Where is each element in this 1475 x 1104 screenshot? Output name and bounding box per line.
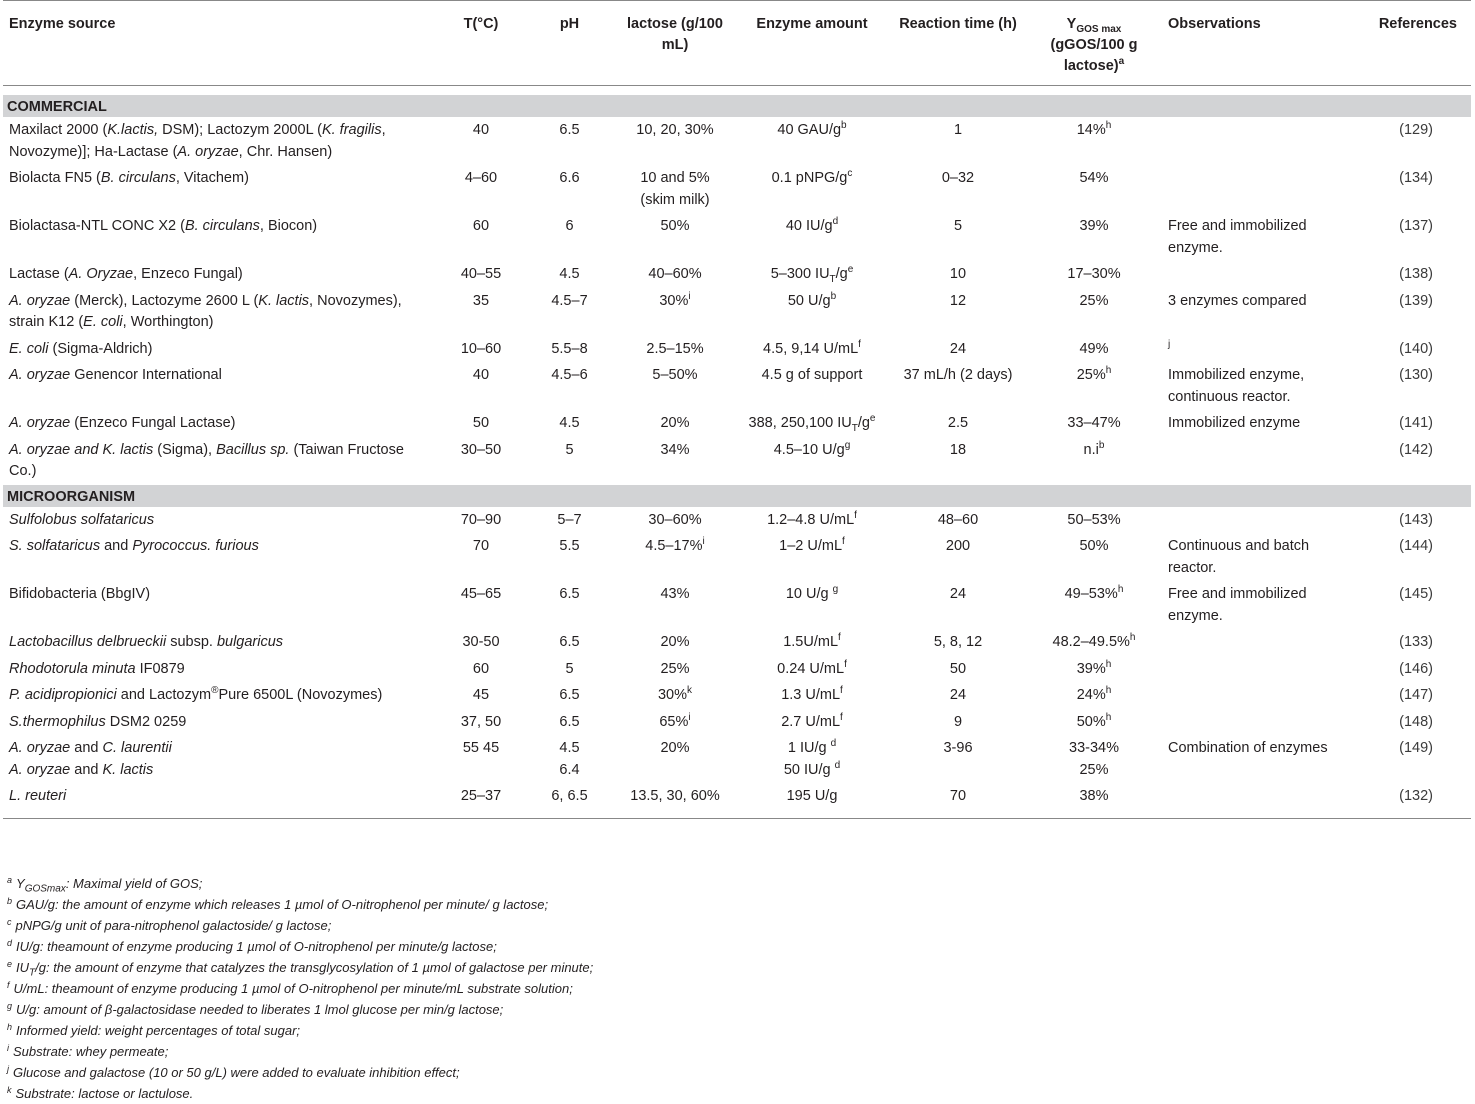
header-ygos: $Y_{GOS max}$ (gGOS/100 g lactose)$^a$ [1026, 1, 1162, 86]
source-cell: L. reuteri [3, 783, 439, 818]
table-row: A. oryzae and K. lactis (Sigma), Bacillus sp. (Taiwan Fructose Co.) 30–50 5 34% 4.5–10 $U/g^g$ 18 $n.i^b$ (142) [3, 437, 1471, 485]
footnote-k: $^k$ Substrate: lactose or lactulose. [7, 1084, 194, 1101]
section-microorganism: MICROORGANISM [3, 485, 1471, 507]
source-cell: Biolacta FN5 (B. circulans, Vitachem) [9, 170, 249, 186]
source-cell: Sulfolobus solfataricus [9, 511, 155, 528]
source-cell: Rhodotorula minuta IF0879 [9, 660, 185, 677]
table-row: A. oryzae (Enzeco Fungal Lactase) 50 4.5 20% 388, 250,100 $IU_T/g^e$ 2.5 33–47% Immobilized enzyme (141) [3, 410, 1471, 437]
source-cell: A. oryzae (Enzeco Fungal Lactase) [9, 415, 236, 431]
table-header-row [3, 1, 1471, 86]
source-cell: Lactobacillus delbrueckii subsp. bulgaricus [9, 634, 284, 650]
table-row: Rhodotorula minuta IF0879 60 5 25% 0.24 $U/mL^f$ 50 39%$^h$ (146) [3, 656, 1471, 683]
source-cell: E. coli (Sigma-Aldrich) [9, 340, 153, 357]
section-commercial: COMMERCIAL [3, 95, 1471, 117]
source-cell: Maxilact 2000 (K.lactis, DSM); Lactozym 2000L (K. fragilis, Novozyme)]; Ha-Lactase (A. oryzae, Chr. Hansen) [9, 122, 386, 160]
table-footnotes [7, 873, 1467, 1104]
table-row: S. solfataricus and Pyrococcus. furious 70 5.5 4.5–17%$^i$ 1–2 $U/mL^f$ 200 50% Continuous and batch reactor. (144) [3, 533, 1471, 581]
header-observations: Observations [1162, 1, 1334, 86]
table-row: Bifidobacteria (BbgIV) 45–65 6.5 43% 10 U/g $^g$ 24 49–53%$^h$ Free and immobilized enzyme. (145) [3, 581, 1471, 629]
table-row: A. oryzae Genencor International 40 4.5–6 5–50% 4.5 g of support 37 mL/h (2 days) 25%$^h$ Immobilized enzyme, continuous reactor. (130) [3, 362, 1471, 410]
footnote-h: $^h$ Informed yield: weight percentages of total sugar; [7, 1021, 301, 1038]
header-enzyme-source: Enzyme source [3, 1, 439, 86]
source-cell: S.thermophilus DSM2 0259 [9, 713, 187, 730]
table-row: Lactobacillus delbrueckii subsp. bulgaricus 30-50 6.5 20% $1.5U/mL^f$ 5, 8, 12 48.2–49.5%$^h$ (133) [3, 629, 1471, 656]
header-ph: pH [523, 1, 616, 86]
source-cell: Bifidobacteria (BbgIV) [9, 586, 151, 602]
header-references: References [1334, 1, 1471, 86]
source-cell: A. oryzae and K. lactis (Sigma), Bacillus sp. (Taiwan Fructose Co.) [9, 441, 404, 479]
enzyme-table-container [3, 0, 1471, 819]
source-cell: Biolactasa-NTL CONC X2 (B. circulans, Biocon) [9, 218, 318, 234]
table-row: P. acidipropionici and Lactozym®Pure 6500L (Novozymes) 45 6.5 30%$^k$ 1.3 $U/mL^f$ 24 24%$^h$ (147) [3, 682, 1471, 709]
source-cell: S. solfataricus and Pyrococcus. furious [9, 538, 259, 554]
footnote-i: $^i$ Substrate: whey permeate; [7, 1042, 169, 1059]
footnote-e: $^e$ $IU_T/g$: the amount of enzyme that catalyzes the transglycosylation of 1 µmol of galactose per minute; [7, 958, 594, 979]
source-cell: A. oryzae (Merck), Lactozyme 2600 L (K. lactis, Novozymes), strain K12 (E. coli, Worthington) [9, 292, 402, 330]
table-row: A. oryzae (Merck), Lactozyme 2600 L (K. lactis, Novozymes), strain K12 (E. coli, Worthington) 35 4.5–7 30%$^i$ 50 $U/g^b$ 12 25% 3 enzymes compared (139) [3, 288, 1471, 336]
table-row: L. reuteri 25–37 6, 6.5 13.5, 30, 60% 195 U/g 70 38% (132) [3, 783, 1471, 818]
footnote-f: $^f$ U/mL: theamount of enzyme producing 1 µmol of O-nitrophenol per minute/mL substrate solution; [7, 979, 573, 996]
footnote-j: $^j$ Glucose and galactose (10 or 50 g/L) were added to evaluate inhibition effect; [7, 1063, 460, 1080]
footnote-b: $^b$ GAU/g: the amount of enzyme which releases 1 µmol of O-nitrophenol per minute/ g lactose; [7, 895, 549, 912]
header-enzyme-amount: Enzyme amount [734, 1, 890, 86]
footnote-g: $^g$ U/g: amount of β-galactosidase needed to liberates 1 lmol glucose per min/g lactose; [7, 1000, 504, 1017]
table-row: Biolacta FN5 (B. circulans, Vitachem) 4–60 6.6 10 and 5% (skim milk) 0.1 pNPG/$g^c$ 0–32 54% (134) [3, 165, 1471, 213]
table-row: Lactase (A. Oryzae, Enzeco Fungal) 40–55 4.5 40–60% 5–300 $IU_T/g^e$ 10 17–30% (138) [3, 261, 1471, 288]
source-cell: P. acidipropionici and Lactozym®Pure 6500L (Novozymes) [9, 685, 383, 703]
footnote-d: $^d$ IU/g: theamount of enzyme producing 1 µmol of O-nitrophenol per minute/g lactose; [7, 937, 497, 954]
source-cell: A. oryzae and C. laurentii A. oryzae and K. lactis [9, 740, 172, 778]
source-cell: A. oryzae Genencor International [9, 367, 222, 383]
table-row: Maxilact 2000 (K.lactis, DSM); Lactozym 2000L (K. fragilis, Novozyme)]; Ha-Lactase (A. oryzae, Chr. Hansen) 40 6.5 10, 20, 30% 40 GAU/$g^b$ 1 14%$^h$ (129) [3, 117, 1471, 165]
table-row: A. oryzae and C. laurentii A. oryzae and K. lactis 55 45 4.5 6.4 20% 1 IU/g $^d$ 50 IU/g $^d$ 3-96 33-34% 25% Combination of enzymes (149) [3, 735, 1471, 783]
footnote-c: $^c$ pNPG/g unit of para-nitrophenol galactoside/ g lactose; [7, 916, 332, 933]
table-row: Sulfolobus solfataricus 70–90 5–7 30–60% 1.2–4.8 $U/mL^f$ 48–60 50–53% (143) [3, 507, 1471, 534]
table-row: E. coli (Sigma-Aldrich) 10–60 5.5–8 2.5–15% 4.5, 9,14 $U/mL^f$ 24 49% $^j$ (140) [3, 336, 1471, 363]
table-row: Biolactasa-NTL CONC X2 (B. circulans, Biocon) 60 6 50% 40 $IU/g^d$ 5 39% Free and immobilized enzyme. (137) [3, 213, 1471, 261]
footnote-a: $^a$ $Y_{GOSmax}$: Maximal yield of GOS; [7, 874, 203, 895]
table-row: S.thermophilus DSM2 0259 37, 50 6.5 65%$^i$ 2.7 $U/mL^f$ 9 50%$^h$ (148) [3, 709, 1471, 736]
source-cell: Lactase (A. Oryzae, Enzeco Fungal) [9, 266, 243, 282]
header-temperature: T(°C) [439, 1, 523, 86]
header-reaction-time: Reaction time (h) [890, 1, 1026, 86]
header-lactose: lactose (g/100 mL) [616, 1, 734, 86]
enzyme-table [3, 0, 1471, 819]
